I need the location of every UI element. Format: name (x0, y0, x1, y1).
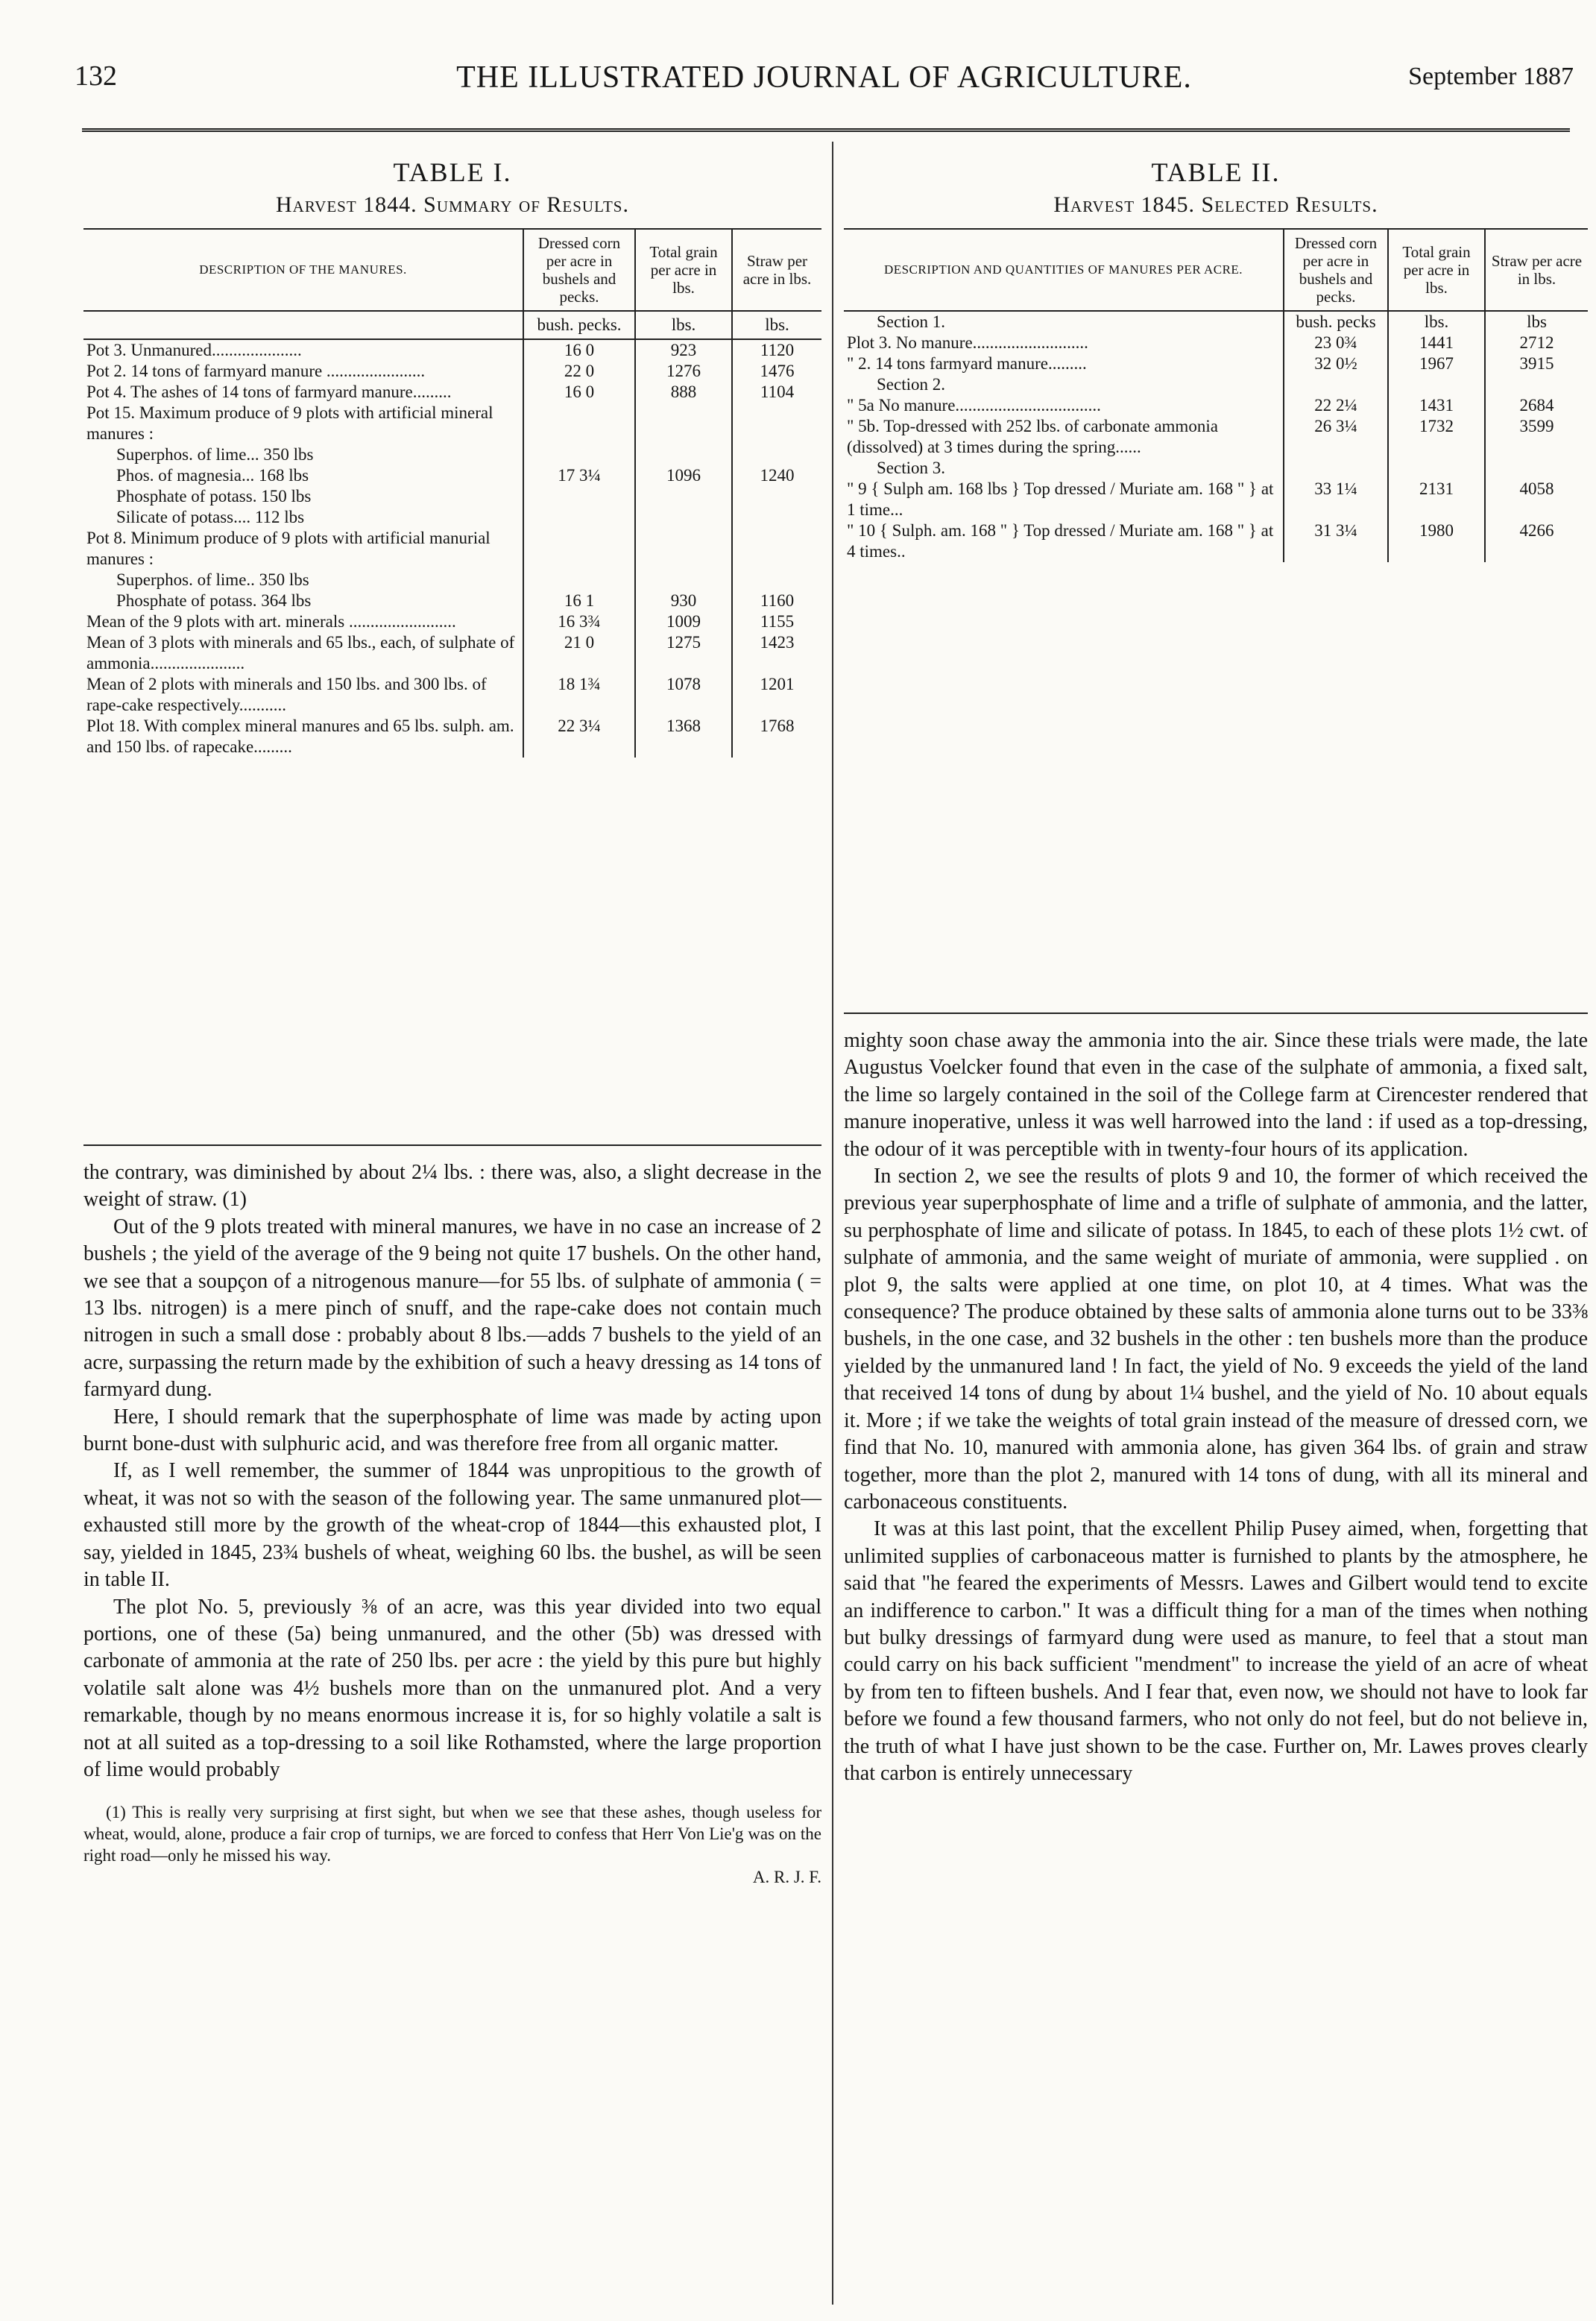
table-cell-bushels: 22 3¼ (523, 716, 635, 758)
table-1-unit-straw: lbs. (732, 311, 821, 339)
table-cell-straw: 1476 (732, 361, 821, 382)
footnote-text: (1) This is really very surprising at first sight, but when we see that these ashes, though useless for wheat, would, alone, produce a fair crop of turnips, we are forced to confess that Herr Von Lie'g was on the right road—only he missed his way. (83, 1803, 821, 1865)
table-cell-grain: 888 (635, 382, 732, 403)
issue-date: September 1887 (1408, 63, 1574, 90)
paragraph: Out of the 9 plots treated with mineral manures, we have in no case an increase of 2 bushels ; the yield of the average of the 9 being not quite 17 bushels. On the other hand, we see that a soupçon of a nitrogenous manure—for 55 lbs. of sulphate of ammonia ( = 13 lbs. nitrogen) is a mere pinch of snuff, and the rape-cake does not contain much nitrogen in such a small dose : probably about 8 lbs.—adds 7 bushels to the yield of an acre, surpassing the return made by the exhibition of such a heavy dressing as 14 tons of farmyard dung. (83, 1215, 821, 1402)
table-row (83, 361, 821, 382)
table-2-subtitle: Harvest 1845. Selected Results. (1053, 192, 1378, 217)
table-2-section-1-row (844, 311, 1588, 333)
table-row (83, 674, 821, 716)
table-2-header-grain: Total grain per acre in lbs. (1388, 230, 1485, 311)
table-cell-bushels: 26 3¼ (1284, 416, 1388, 458)
table-cell-straw: 1120 (732, 339, 821, 361)
table-row (83, 507, 821, 528)
left-column (83, 149, 821, 1888)
table-cell-bushels (523, 486, 635, 507)
table-cell-bushels (523, 444, 635, 465)
table-cell-empty (1388, 458, 1485, 479)
table-2-header-desc: DESCRIPTION AND QUANTITIES OF MANURES PER ACRE. (844, 230, 1284, 311)
table-1-header-bushels: Dressed corn per acre in bushels and pecks. (523, 230, 635, 311)
table-cell-grain: 1275 (635, 632, 732, 674)
table-cell-straw (732, 486, 821, 507)
table-1-units-desc (83, 311, 523, 339)
table-2-title: TABLE II. (1151, 157, 1281, 187)
table-1-header-straw: Straw per acre in lbs. (732, 230, 821, 311)
table-cell-bushels: 16 1 (523, 591, 635, 611)
table-cell-bushels: 33 1¼ (1284, 479, 1388, 520)
table-row (83, 465, 821, 486)
footnote (83, 1801, 821, 1888)
table-cell-straw: 1160 (732, 591, 821, 611)
table-cell-bushels: 21 0 (523, 632, 635, 674)
table-cell-grain: 1732 (1388, 416, 1485, 458)
table-cell-empty (1485, 374, 1588, 395)
table-cell-straw: 1155 (732, 611, 821, 632)
table-cell-empty (1284, 458, 1388, 479)
table-cell-bushels: 22 2¼ (1284, 395, 1388, 416)
table-cell-desc: Pot 15. Maximum produce of 9 plots with artificial mineral manures : (86, 403, 493, 443)
table-cell-desc: Pot 8. Minimum produce of 9 plots with artificial manurial manures : (86, 529, 491, 568)
table-2-unit-straw: lbs (1485, 311, 1588, 333)
table-1-header-grain: Total grain per acre in lbs. (635, 230, 732, 311)
table-cell-desc: Mean of 2 plots with minerals and 150 lbs. and 300 lbs. of rape-cake respectively........... (86, 675, 487, 714)
table-row (844, 520, 1588, 562)
table-cell-straw: 1423 (732, 632, 821, 674)
table-cell-straw (732, 444, 821, 465)
table-cell-grain: 1431 (1388, 395, 1485, 416)
table-row (83, 528, 821, 570)
journal-title: THE ILLUSTRATED JOURNAL OF AGRICULTURE. (456, 60, 1192, 95)
left-body-text (83, 1159, 821, 1783)
table-cell-bushels: 16 0 (523, 382, 635, 403)
table-row (844, 416, 1588, 458)
table-cell-grain (635, 486, 732, 507)
table-cell-straw: 3599 (1485, 416, 1588, 458)
table-cell-straw (732, 507, 821, 528)
table-2-section-2: Section 2. (877, 375, 945, 394)
table-1-title: TABLE I. (393, 157, 512, 187)
table-2-section-1: Section 1. (877, 312, 945, 331)
table-cell-empty (1485, 458, 1588, 479)
table-cell-empty (1284, 374, 1388, 395)
table-cell-empty (1388, 374, 1485, 395)
table-cell-bushels (523, 507, 635, 528)
table-row (844, 353, 1588, 374)
table-2-section-3-row (844, 458, 1588, 479)
table-cell-grain: 1441 (1388, 333, 1485, 353)
table-cell-desc: Superphos. of lime... 350 lbs (116, 445, 314, 464)
table-cell-bushels (523, 570, 635, 591)
table-cell-grain: 1078 (635, 674, 732, 716)
table-cell-desc: Phos. of magnesia... 168 lbs (116, 466, 309, 485)
table-row (83, 632, 821, 674)
table-row (83, 611, 821, 632)
table-cell-grain: 1980 (1388, 520, 1485, 562)
table-1-subtitle: Harvest 1844. Summary of Results. (276, 192, 629, 217)
table-cell-desc: " 9 { Sulph am. 168 lbs } Top dressed / Muriate am. 168 " } at 1 time... (847, 479, 1274, 519)
table-cell-straw: 1240 (732, 465, 821, 486)
table-row (83, 716, 821, 758)
table-2 (844, 157, 1588, 1014)
table-cell-desc: " 2. 14 tons farmyard manure......... (847, 354, 1087, 373)
table-cell-grain: 2131 (1388, 479, 1485, 520)
table-1-units-row (83, 311, 821, 339)
table-cell-straw (732, 403, 821, 444)
header-rule (82, 128, 1570, 132)
table-2-section-3: Section 3. (877, 459, 945, 477)
table-cell-desc: Silicate of potass.... 112 lbs (116, 508, 305, 526)
table-cell-grain (635, 444, 732, 465)
table-cell-bushels (523, 403, 635, 444)
table-cell-straw (732, 570, 821, 591)
table-row (844, 333, 1588, 353)
page-number: 132 (75, 60, 117, 92)
table-1-unit-bushels: bush. pecks. (523, 311, 635, 339)
table-cell-straw: 1768 (732, 716, 821, 758)
table-cell-bushels: 32 0½ (1284, 353, 1388, 374)
table-cell-grain: 1368 (635, 716, 732, 758)
table-cell-bushels: 16 3¾ (523, 611, 635, 632)
table-cell-bushels (523, 528, 635, 570)
table-row (83, 403, 821, 444)
table-cell-grain: 923 (635, 339, 732, 361)
table-cell-straw: 2684 (1485, 395, 1588, 416)
paragraph: It was at this last point, that the excellent Philip Pusey aimed, when, forgetting that unlimited supplies of carbonaceous matter is furnished to plants by the atmosphere, he said that "he feared the experiments of Messrs. Lawes and Gilbert would tend to excite an indifference to carbon." It was a difficult thing for a man of the times when nothing but bulky dressings of farmyard dung were used as manure, to feel that a stout man could carry on his back sufficient "mendment" to increase the yield of an acre of wheat by from ten to fifteen bushels. And I fear that, even now, we should not have to look far before we found a few thousand farmers, who not only do not feel, but do not believe in, the truth of what I have just shown to be the case. Further on, Mr. Lawes proves clearly that carbon is entirely unnecessary (844, 1517, 1588, 1785)
table-1 (83, 157, 821, 1146)
table-cell-grain: 1967 (1388, 353, 1485, 374)
table-cell-grain (635, 570, 732, 591)
table-cell-desc: Plot 3. No manure........................... (847, 333, 1088, 352)
paragraph: If, as I well remember, the summer of 1844 was unpropitious to the growth of wheat, it was not so with the season of the following year. The same unmanured plot—exhausted still more by the growth of the wheat-crop of 1844—this exhausted plot, I say, yielded in 1845, 23¾ bushels of wheat, weighing 60 lbs. the bushel, as will be seen in table II. (83, 1459, 821, 1592)
table-cell-desc: Mean of the 9 plots with art. minerals ......................... (86, 612, 456, 631)
table-cell-bushels: 31 3¼ (1284, 520, 1388, 562)
column-divider (832, 142, 833, 2305)
table-cell-straw: 4058 (1485, 479, 1588, 520)
table-1-header-desc: DESCRIPTION OF THE MANURES. (83, 230, 523, 311)
table-cell-straw: 4266 (1485, 520, 1588, 562)
table-row (83, 591, 821, 611)
paragraph: the contrary, was diminished by about 2¼ lbs. : there was, also, a slight decrease in the weight of straw. (1) (83, 1161, 821, 1212)
table-cell-bushels: 17 3¼ (523, 465, 635, 486)
table-cell-bushels: 18 1¾ (523, 674, 635, 716)
paragraph: Here, I should remark that the superphosphate of lime was made by acting upon burnt bone-dust with sulphuric acid, and was therefore free from all organic matter. (83, 1405, 821, 1456)
table-cell-grain (635, 507, 732, 528)
table-row (83, 570, 821, 591)
table-cell-desc: Phosphate of potass. 364 lbs (116, 591, 312, 610)
page-header (75, 60, 1574, 112)
table-cell-desc: Pot 3. Unmanured..................... (86, 341, 302, 359)
table-cell-desc: Plot 18. With complex mineral manures and 65 lbs. sulph. am. and 150 lbs. of rapecake......... (86, 717, 514, 756)
table-cell-grain: 1009 (635, 611, 732, 632)
right-body-text (844, 1027, 1588, 1787)
paragraph: The plot No. 5, previously ⅜ of an acre, was this year divided into two equal portions, one of these (5a) being unmanured, and the other (5b) was dressed with carbonate of ammonia at the rate of 250 lbs. per acre : the yield by this pure but highly volatile salt alone was 4½ bushels more than on the unmanured plot. And a very remarkable, though by no means enormous increase it is, for so highly volatile a salt is not at all suited as a top-dressing to a soil like Rothamsted, where the large proportion of lime would probably (83, 1595, 821, 1781)
paragraph: mighty soon chase away the ammonia into the air. Since these trials were made, the late Augustus Voelcker found that even in the case of the sulphate of ammonia, a fixed salt, the lime so largely contained in the soil of the College farm at Cirencester rendered that manure inoperative, unless it was well harrowed into the land : if used as a top-dressing, the odour of it was perceptible with in twenty-four hours of its application. (844, 1029, 1588, 1161)
table-row (844, 395, 1588, 416)
table-cell-straw (732, 528, 821, 570)
table-cell-straw: 1201 (732, 674, 821, 716)
paragraph: In section 2, we see the results of plots 9 and 10, the former of which received the previous year superphosphate of lime and a trifle of sulphate of ammonia, and the latter, su perphosphate of lime and silicate of potass. In 1845, to each of these plots 1½ cwt. of sulphate of ammonia, and the same weight of muriate of ammonia, were supplied . on plot 9, the salts were applied at one time, on plot 10, at 4 times. What was the consequence? The produce obtained by these salts of ammonia alone turns out to be 33⅜ bushels, in the one case, and 32 bushels in the other : ten bushels more than the produce yielded by the unmanured land ! In fact, the yield of No. 9 exceeds the yield of the land that received 14 tons of dung by about 1¼ bushel, and the yield of No. 10 about equals it. More ; if we take the weights of total grain instead of the measure of dressed corn, we find that No. 10, manured with ammonia alone, has given 364 lbs. of grain and straw together, more than the plot 2, manured with 14 tons of dung, with all its mineral and carbonaceous constituents. (844, 1165, 1588, 1514)
table-1-grid (83, 230, 821, 758)
table-1-unit-grain: lbs. (635, 311, 732, 339)
table-row (83, 382, 821, 403)
table-row (83, 486, 821, 507)
right-column (844, 149, 1588, 1787)
table-cell-grain: 930 (635, 591, 732, 611)
table-cell-straw: 1104 (732, 382, 821, 403)
table-2-unit-bushels: bush. pecks (1284, 311, 1388, 333)
table-2-unit-grain: lbs. (1388, 311, 1485, 333)
table-2-grid (844, 230, 1588, 562)
table-cell-bushels: 23 0¾ (1284, 333, 1388, 353)
table-2-header-bushels: Dressed corn per acre in bushels and pecks. (1284, 230, 1388, 311)
table-cell-grain (635, 528, 732, 570)
table-cell-desc: " 5b. Top-dressed with 252 lbs. of carbonate ammonia (dissolved) at 3 times during the spring...... (847, 417, 1218, 456)
table-cell-bushels: 22 0 (523, 361, 635, 382)
table-cell-straw: 2712 (1485, 333, 1588, 353)
table-row (83, 444, 821, 465)
table-cell-desc: " 10 { Sulph. am. 168 " } Top dressed / Muriate am. 168 " } at 4 times.. (847, 521, 1274, 561)
footnote-signature: A. R. J. F. (752, 1868, 821, 1887)
table-cell-grain: 1276 (635, 361, 732, 382)
table-cell-bushels: 16 0 (523, 339, 635, 361)
table-cell-grain: 1096 (635, 465, 732, 486)
table-cell-straw: 3915 (1485, 353, 1588, 374)
table-cell-desc: Pot 4. The ashes of 14 tons of farmyard manure......... (86, 382, 452, 401)
table-cell-desc: Phosphate of potass. 150 lbs (116, 487, 312, 506)
table-cell-desc: " 5a No manure.................................. (847, 396, 1101, 415)
table-cell-desc: Pot 2. 14 tons of farmyard manure ....................... (86, 362, 426, 380)
table-cell-desc: Superphos. of lime.. 350 lbs (116, 570, 309, 589)
table-cell-grain (635, 403, 732, 444)
table-cell-desc: Mean of 3 plots with minerals and 65 lbs., each, of sulphate of ammonia...................... (86, 633, 515, 673)
table-2-section-2-row (844, 374, 1588, 395)
table-row (844, 479, 1588, 520)
table-row (83, 339, 821, 361)
table-2-header-straw: Straw per acre in lbs. (1485, 230, 1588, 311)
